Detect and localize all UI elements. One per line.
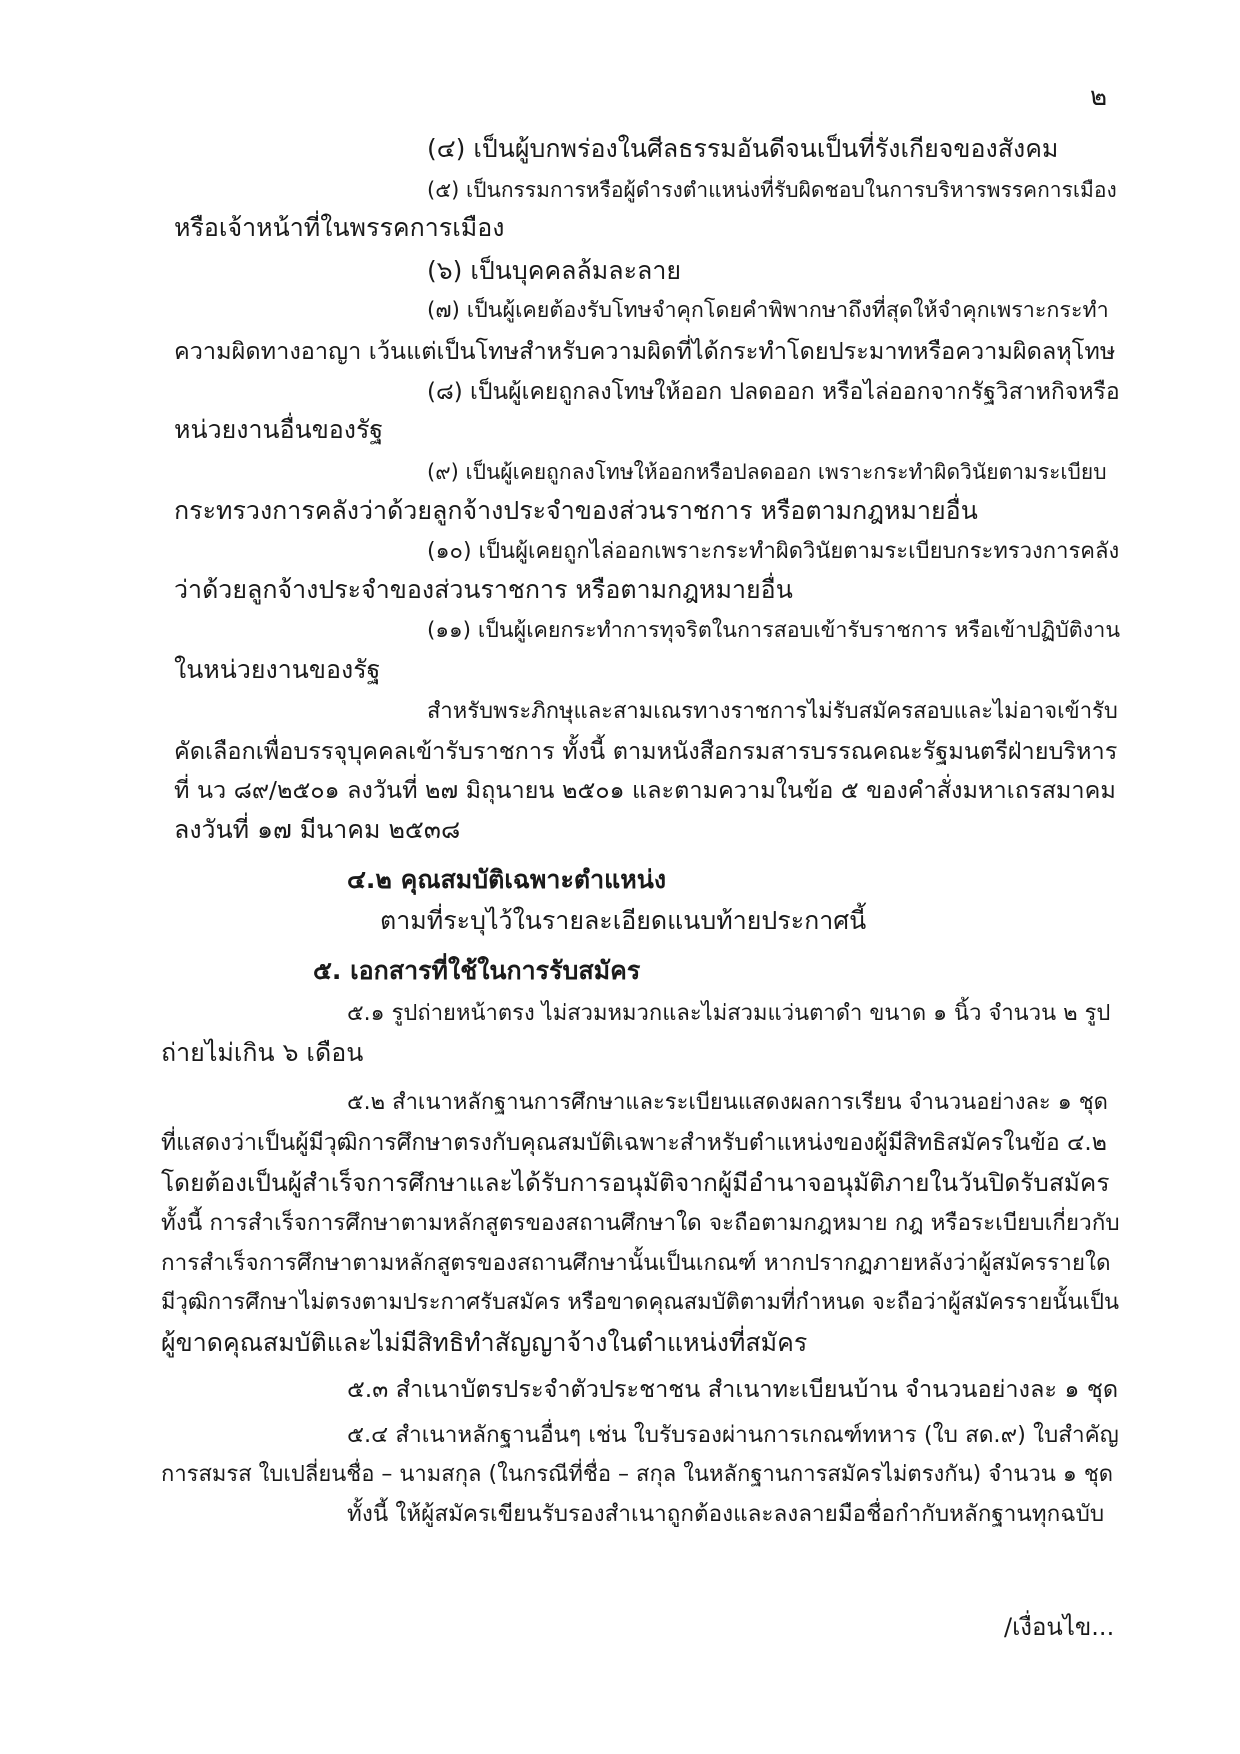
line-2: (๕) เป็นกรรมการหรือผู้ดำรงตำแหน่งที่รับผิดชอบในการบริหารพรรคการเมือง xyxy=(427,178,1117,202)
line-14: ในหน่วยงานของรัฐ xyxy=(174,655,381,684)
line-5: (๗) เป็นผู้เคยต้องรับโทษจำคุกโดยคำพิพากษาถึงที่สุดให้จำคุกเพราะกระทำ xyxy=(427,298,1109,323)
line-4: (๖) เป็นบุคคลล้มละลาย xyxy=(427,256,682,285)
line-22: ๕.๑ รูปถ่ายหน้าตรง ไม่สวมหมวกและไม่สวมแว่นตาดำ ขนาด ๑ นิ้ว จำนวน ๒ รูป xyxy=(347,1001,1111,1026)
line-13: (๑๑) เป็นผู้เคยกระทำการทุจริตในการสอบเข้ารับราชการ หรือเข้าปฏิบัติงาน xyxy=(427,618,1121,643)
line-34: ทั้งนี้ ให้ผู้สมัครเขียนรับรองสำเนาถูกต้องและลงลายมือชื่อกำกับหลักฐานทุกฉบับ xyxy=(347,1501,1105,1527)
line-23: ถ่ายไม่เกิน ๖ เดือน xyxy=(161,1038,364,1067)
line-12: ว่าด้วยลูกจ้างประจำของส่วนราชการ หรือตามกฎหมายอื่น xyxy=(174,575,793,604)
line-9: (๙) เป็นผู้เคยถูกลงโทษให้ออกหรือปลดออก เพราะกระทำผิดวินัยตามระเบียบ xyxy=(427,460,1107,484)
line-31: ๕.๓ สำเนาบัตรประจำตัวประชาชน สำเนาทะเบียนบ้าน จำนวนอย่างละ ๑ ชุด xyxy=(347,1375,1119,1403)
line-19: ๔.๒ คุณสมบัติเฉพาะตำแหน่ง xyxy=(347,865,667,894)
line-27: ทั้งนี้ การสำเร็จการศึกษาตามหลักสูตรของสถานศึกษาใด จะถือตามกฎหมาย กฎ หรือระเบียบเกี่ยวกับ xyxy=(161,1210,1120,1236)
line-7: (๘) เป็นผู้เคยถูกลงโทษให้ออก ปลดออก หรือไล่ออกจากรัฐวิสาหกิจหรือ xyxy=(427,379,1120,405)
line-33: การสมรส ใบเปลี่ยนชื่อ – นามสกุล (ในกรณีที่ชื่อ – สกุล ในหลักฐานการสมัครไม่ตรงกัน) จำนวน ๑ ชุด xyxy=(161,1462,1114,1487)
line-15: สำหรับพระภิกษุและสามเณรทางราชการไม่รับสมัครสอบและไม่อาจเข้ารับ xyxy=(427,699,1118,724)
line-30: ผู้ขาดคุณสมบัติและไม่มีสิทธิทำสัญญาจ้างในตำแหน่งที่สมัคร xyxy=(161,1328,808,1357)
line-17: ที่ นว ๘๙/๒๕๐๑ ลงวันที่ ๒๗ มิถุนายน ๒๕๐๑ และตามความในข้อ ๕ ของคำสั่งมหาเถรสมาคม xyxy=(174,776,1116,804)
line-1: (๔) เป็นผู้บกพร่องในศีลธรรมอันดีจนเป็นที่รังเกียจของสังคม xyxy=(427,134,1059,163)
continued-marker: /เงื่อนไข... xyxy=(1004,1613,1115,1641)
line-29: มีวุฒิการศึกษาไม่ตรงตามประกาศรับสมัคร หรือขาดคุณสมบัติตามที่กำหนด จะถือว่าผู้สมัครรายนั้นเป็น xyxy=(161,1290,1120,1315)
line-6: ความผิดทางอาญา เว้นแต่เป็นโทษสำหรับความผิดที่ได้กระทำโดยประมาทหรือความผิดลหุโทษ xyxy=(174,337,1116,365)
line-32: ๕.๔ สำเนาหลักฐานอื่นๆ เช่น ใบรับรองผ่านการเกณฑ์ทหาร (ใบ สด.๙) ใบสำคัญ xyxy=(347,1422,1119,1448)
page-number: ๒ xyxy=(1090,82,1108,112)
line-18: ลงวันที่ ๑๗ มีนาคม ๒๕๓๘ xyxy=(174,815,461,844)
line-3: หรือเจ้าหน้าที่ในพรรคการเมือง xyxy=(174,213,505,242)
line-26: โดยต้องเป็นผู้สำเร็จการศึกษาและได้รับการอนุมัติจากผู้มีอำนาจอนุมัติภายในวันปิดรับสมัคร xyxy=(161,1168,1110,1197)
line-10: กระทรวงการคลังว่าด้วยลูกจ้างประจำของส่วนราชการ หรือตามกฎหมายอื่น xyxy=(174,496,978,525)
line-28: การสำเร็จการศึกษาตามหลักสูตรของสถานศึกษานั้นเป็นเกณฑ์ หากปรากฏภายหลังว่าผู้สมัครรายใด xyxy=(161,1250,1111,1276)
line-11: (๑๐) เป็นผู้เคยถูกไล่ออกเพราะกระทำผิดวินัยตามระเบียบกระทรวงการคลัง xyxy=(427,539,1120,564)
line-16: คัดเลือกเพื่อบรรจุบุคคลเข้ารับราชการ ทั้งนี้ ตามหนังสือกรมสารบรรณคณะรัฐมนตรีฝ่ายบริหาร xyxy=(174,737,1118,765)
line-24: ๕.๒ สำเนาหลักฐานการศึกษาและระเบียนแสดงผลการเรียน จำนวนอย่างละ ๑ ชุด xyxy=(347,1090,1108,1115)
line-21: ๕. เอกสารที่ใช้ในการรับสมัคร xyxy=(313,956,641,985)
line-20: ตามที่ระบุไว้ในรายละเอียดแนบท้ายประกาศนี้ xyxy=(380,906,867,935)
line-25: ที่แสดงว่าเป็นผู้มีวุฒิการศึกษาตรงกับคุณสมบัติเฉพาะสำหรับตำแหน่งของผู้มีสิทธิสมัครในข้อ ๔.๒ xyxy=(161,1130,1107,1156)
line-8: หน่วยงานอื่นของรัฐ xyxy=(174,415,384,444)
